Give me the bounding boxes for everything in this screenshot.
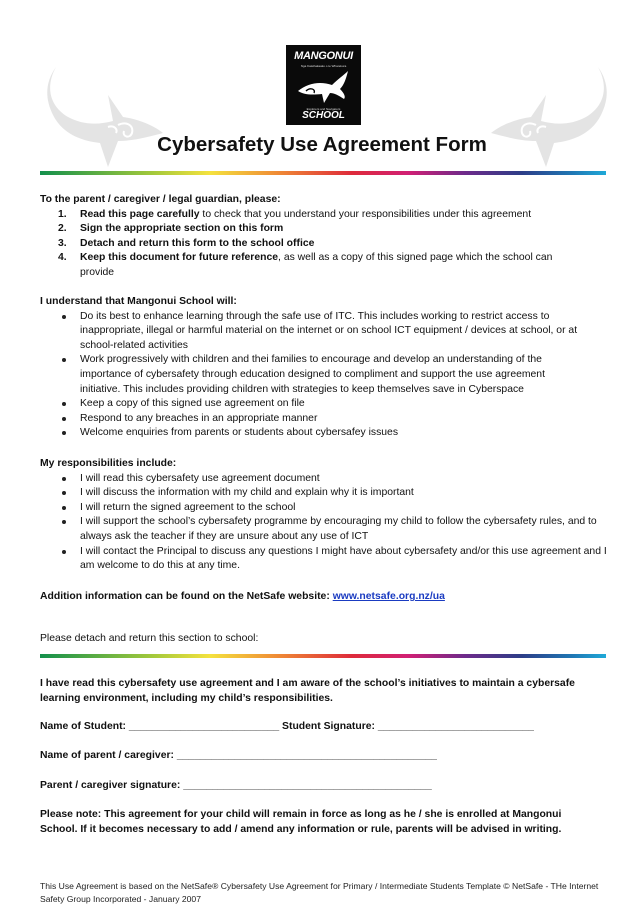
parent-signature-row — [40, 779, 432, 794]
bullet-icon — [62, 431, 66, 435]
responsibility-item: I will discuss the information with my child and explain why it is important — [40, 486, 620, 501]
school-will-item: Respond to any breaches in an appropriate manner — [40, 412, 614, 427]
student-signature-label: Student Signature: — [282, 721, 375, 732]
shark-watermark-right-icon — [486, 55, 616, 175]
responsibilities-list — [40, 472, 620, 574]
please-note: Please note: This agreement for your child will remain in force as long as he / she is enrolled at Mangonui School. If it becomes necessary to add / amend any information or rule, parents will be advised in writing. — [40, 809, 562, 835]
logo-sub-top-text: Nga Kaiwhakaako o te Wharekura — [300, 64, 347, 68]
responsibility-item: I will support the school’s cybersafety programme by encouraging my child to follow the cybersafety rules, and to always ask the teacher if they are unsure about any use of ICT — [40, 515, 620, 544]
student-name-field[interactable]: __________________________ — [128, 721, 280, 732]
school-will-item: Welcome enquiries from parents or students about cybersafey issues — [40, 426, 614, 441]
intro-item: 2. Sign the appropriate section on this form — [58, 223, 284, 235]
student-signature-field[interactable]: ___________________________ — [377, 721, 534, 732]
more-info — [40, 590, 620, 605]
intro-item: 1. Read this page carefully to check that you understand your responsibilities under this agreement — [58, 208, 532, 220]
parent-name-row — [40, 749, 437, 764]
detach-note: Please detach and return this section to school: — [40, 633, 259, 644]
bullet-icon — [62, 491, 66, 495]
intro-item: 4. Keep this document for future reference, as well as a copy of this signed page which the school can provide — [58, 252, 553, 278]
school-will-list — [40, 310, 614, 441]
school-will-item: Work progressively with children and thei families to encourage and develop an understanding of the importance of cybersafety through education designed to compliment and support the use agreement initiative. This includes providing children with strategies to keep themselves save in Cyberspace — [40, 353, 614, 397]
school-will-section — [40, 295, 614, 441]
parent-name-label: Name of parent / caregiver: — [40, 750, 174, 761]
shark-logo-icon — [294, 69, 354, 105]
responsibility-item: I will contact the Principal to discuss any questions I might have about cybersafety and/or this use agreement and I am welcome to do this at any time. — [40, 545, 620, 574]
responsibilities-heading: My responsibilities include: — [40, 458, 177, 469]
footer-credit: This Use Agreement is based on the NetSafe® Cybersafety Use Agreement for Primary / Intermediate Students Template © NetSafe - THe Internet Safety Group Incorporated - January 2007 — [40, 881, 599, 904]
bullet-icon — [62, 358, 66, 362]
responsibility-item: I will read this cybersafety use agreement document — [40, 472, 620, 487]
bullet-icon — [62, 506, 66, 510]
school-will-heading: I understand that Mangonui School will: — [40, 296, 237, 307]
school-will-item: Do its best to enhance learning through the safe use of ITC. This includes working to restrict access to inappropriate, illegal or harmful material on the internet or on school ICT equipment / devices at school, or at school-related activities — [40, 310, 614, 354]
netsafe-link[interactable]: www.netsafe.org.nz/ua — [332, 591, 445, 602]
bullet-icon — [62, 402, 66, 406]
bullet-icon — [62, 550, 66, 554]
logo-bottom-text: SCHOOL — [302, 110, 345, 121]
parent-signature-field[interactable]: ___________________________________________ — [183, 780, 432, 791]
intro-item: 3. Detach and return this form to the school office — [58, 237, 315, 249]
rainbow-divider-top — [40, 171, 606, 175]
intro-list — [40, 208, 620, 281]
responsibility-item: I will return the signed agreement to the school — [40, 501, 620, 516]
more-info-text: Addition information can be found on the NetSafe website: — [40, 591, 333, 602]
bullet-icon — [62, 417, 66, 421]
student-row — [40, 720, 534, 735]
page-title: Cybersafety Use Agreement Form — [157, 133, 487, 156]
school-logo — [286, 45, 361, 125]
parent-name-field[interactable]: _____________________________________________ — [176, 750, 437, 761]
declaration-text: I have read this cybersafety use agreement and I am aware of the school’s initiatives to maintain a cybersafe learning environment, including my child’s responsibilities. — [40, 678, 575, 704]
parent-signature-label: Parent / caregiver signature: — [40, 780, 181, 791]
bullet-icon — [62, 520, 66, 524]
shark-watermark-left-icon — [38, 55, 168, 175]
logo-sub-bottom-text: Explorers and Navigators — [306, 107, 341, 111]
rainbow-divider-detach — [40, 654, 606, 658]
logo-top-text: MANGONUI — [294, 50, 353, 62]
intro-heading: To the parent / caregiver / legal guardian, please: — [40, 194, 281, 205]
intro-section — [40, 193, 620, 281]
student-name-label: Name of Student: — [40, 721, 127, 732]
bullet-icon — [62, 477, 66, 481]
bullet-icon — [62, 315, 66, 319]
school-will-item: Keep a copy of this signed use agreement on file — [40, 397, 614, 412]
responsibilities-section — [40, 457, 620, 574]
